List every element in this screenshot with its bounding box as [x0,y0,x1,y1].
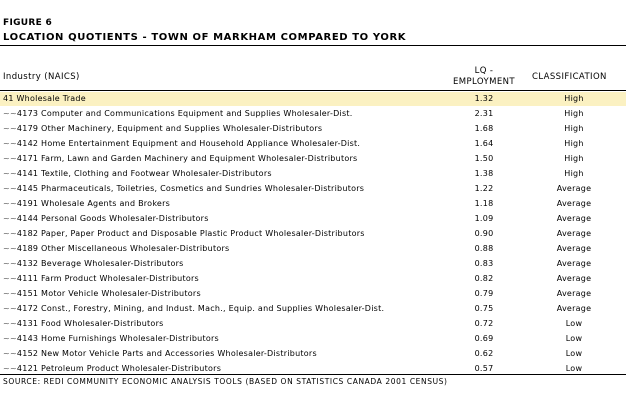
indent-prefix: ~~ [3,244,17,253]
industry-name: 4191 Wholesale Agents and Brokers [16,199,171,208]
top-rule [0,45,626,46]
industry-cell [3,334,219,343]
industry-name: 4182 Paper, Paper Product and Disposable Plastic Product Wholesaler-Distributors [16,229,365,238]
table-row [0,227,626,242]
industry-cell [3,124,322,133]
table-row [0,242,626,257]
table-row [0,257,626,272]
indent-prefix: ~~ [3,184,17,193]
industry-cell [3,94,86,103]
lq-value: 1.18 [474,199,494,208]
classification-value: High [564,124,584,133]
industry-cell [3,214,209,223]
lq-value: 1.64 [474,139,494,148]
classification-value: High [564,109,584,118]
industry-cell [3,304,384,313]
industry-cell [3,274,199,283]
industry-cell [3,139,360,148]
table-row [0,182,626,197]
table-row-total [0,92,626,106]
classification-value: Low [565,334,583,343]
header-rule [0,90,626,91]
industry-cell [3,154,357,163]
industry-cell [3,349,317,358]
lq-value: 0.90 [474,229,494,238]
indent-prefix: ~~ [3,334,17,343]
classification-value: Low [565,349,583,358]
lq-value: 1.38 [474,169,494,178]
industry-name: 4171 Farm, Lawn and Garden Machinery and Equipment Wholesaler-Distributors [16,154,358,163]
industry-name: 4179 Other Machinery, Equipment and Supplies Wholesaler-Distributors [16,124,323,133]
indent-prefix: ~~ [3,304,17,313]
indent-prefix: ~~ [3,109,17,118]
lq-value: 1.22 [474,184,494,193]
lq-value: 0.72 [474,319,494,328]
indent-prefix: ~~ [3,154,17,163]
table-row [0,287,626,302]
industry-cell [3,184,364,193]
industry-name: 4151 Motor Vehicle Wholesaler-Distributors [16,289,201,298]
classification-value: Average [556,229,592,238]
industry-name: 4143 Home Furnishings Wholesaler-Distributors [16,334,219,343]
industry-name: 4111 Farm Product Wholesaler-Distributors [16,274,199,283]
table-row [0,332,626,347]
bottom-rule [0,374,626,375]
industry-cell [3,109,353,118]
indent-prefix: ~~ [3,214,17,223]
lq-value: 0.75 [474,304,494,313]
industry-name: 4189 Other Miscellaneous Wholesaler-Distributors [16,244,230,253]
classification-value: High [564,94,584,103]
classification-value: Average [556,259,592,268]
industry-name: 41 Wholesale Trade [3,94,86,103]
industry-cell [3,229,365,238]
indent-prefix: ~~ [3,199,17,208]
classification-value: Average [556,214,592,223]
industry-name: 4121 Petroleum Product Wholesaler-Distributors [16,364,222,373]
table-row [0,317,626,332]
classification-value: Average [556,289,592,298]
indent-prefix: ~~ [3,319,17,328]
classification-value: Low [565,364,583,373]
table-row [0,122,626,137]
industry-name: 4142 Home Entertainment Equipment and Household Appliance Wholesaler-Dist. [16,139,361,148]
classification-value: Average [556,199,592,208]
lq-value: 1.50 [474,154,494,163]
indent-prefix: ~~ [3,289,17,298]
industry-name: 4173 Computer and Communications Equipment and Supplies Wholesaler-Dist. [16,109,353,118]
indent-prefix: ~~ [3,124,17,133]
column-header-classification: CLASSIFICATION [532,72,607,82]
industry-name: 4131 Food Wholesaler-Distributors [16,319,164,328]
industry-cell [3,169,272,178]
indent-prefix: ~~ [3,229,17,238]
classification-value: Low [565,319,583,328]
lq-value: 1.09 [474,214,494,223]
classification-value: High [564,154,584,163]
industry-name: 4144 Personal Goods Wholesaler-Distributors [16,214,209,223]
column-header-industry: Industry (NAICS) [3,72,80,82]
table-row [0,167,626,182]
industry-cell [3,364,221,373]
industry-cell [3,199,170,208]
table-row [0,272,626,287]
lq-table-body [0,92,626,377]
industry-cell [3,319,164,328]
lq-value: 1.68 [474,124,494,133]
lq-value: 1.32 [474,94,494,103]
indent-prefix: ~~ [3,274,17,283]
figure-title: LOCATION QUOTIENTS - TOWN OF MARKHAM COMPARED TO YORK [3,32,407,43]
indent-prefix: ~~ [3,364,17,373]
column-header-lq: LQ - EMPLOYMENT [453,66,515,87]
lq-value: 0.79 [474,289,494,298]
table-row [0,152,626,167]
lq-value: 0.88 [474,244,494,253]
lq-value: 0.82 [474,274,494,283]
indent-prefix: ~~ [3,139,17,148]
classification-value: High [564,139,584,148]
figure-label: FIGURE 6 [3,18,53,28]
industry-name: 4152 New Motor Vehicle Parts and Accessories Wholesaler-Distributors [16,349,317,358]
indent-prefix: ~~ [3,259,17,268]
classification-value: Average [556,184,592,193]
table-row [0,107,626,122]
industry-cell [3,289,201,298]
indent-prefix: ~~ [3,169,17,178]
classification-value: Average [556,304,592,313]
table-row [0,347,626,362]
lq-value: 0.62 [474,349,494,358]
industry-name: 4172 Const., Forestry, Mining, and Indust. Mach., Equip. and Supplies Wholesaler-Dist. [16,304,385,313]
classification-value: Average [556,274,592,283]
table-row [0,137,626,152]
source-note: SOURCE: REDI COMMUNITY ECONOMIC ANALYSIS TOOLS (BASED ON STATISTICS CANADA 2001 CENSUS) [3,377,448,386]
indent-prefix: ~~ [3,349,17,358]
lq-value: 2.31 [474,109,494,118]
industry-name: 4141 Textile, Clothing and Footwear Wholesaler-Distributors [16,169,272,178]
industry-cell [3,259,184,268]
classification-value: High [564,169,584,178]
industry-name: 4132 Beverage Wholesaler-Distributors [16,259,184,268]
lq-value: 0.57 [474,364,494,373]
lq-value: 0.83 [474,259,494,268]
lq-value: 0.69 [474,334,494,343]
table-row [0,302,626,317]
table-row [0,212,626,227]
industry-name: 4145 Pharmaceuticals, Toiletries, Cosmetics and Sundries Wholesaler-Distributors [16,184,365,193]
classification-value: Average [556,244,592,253]
industry-cell [3,244,229,253]
table-row [0,197,626,212]
